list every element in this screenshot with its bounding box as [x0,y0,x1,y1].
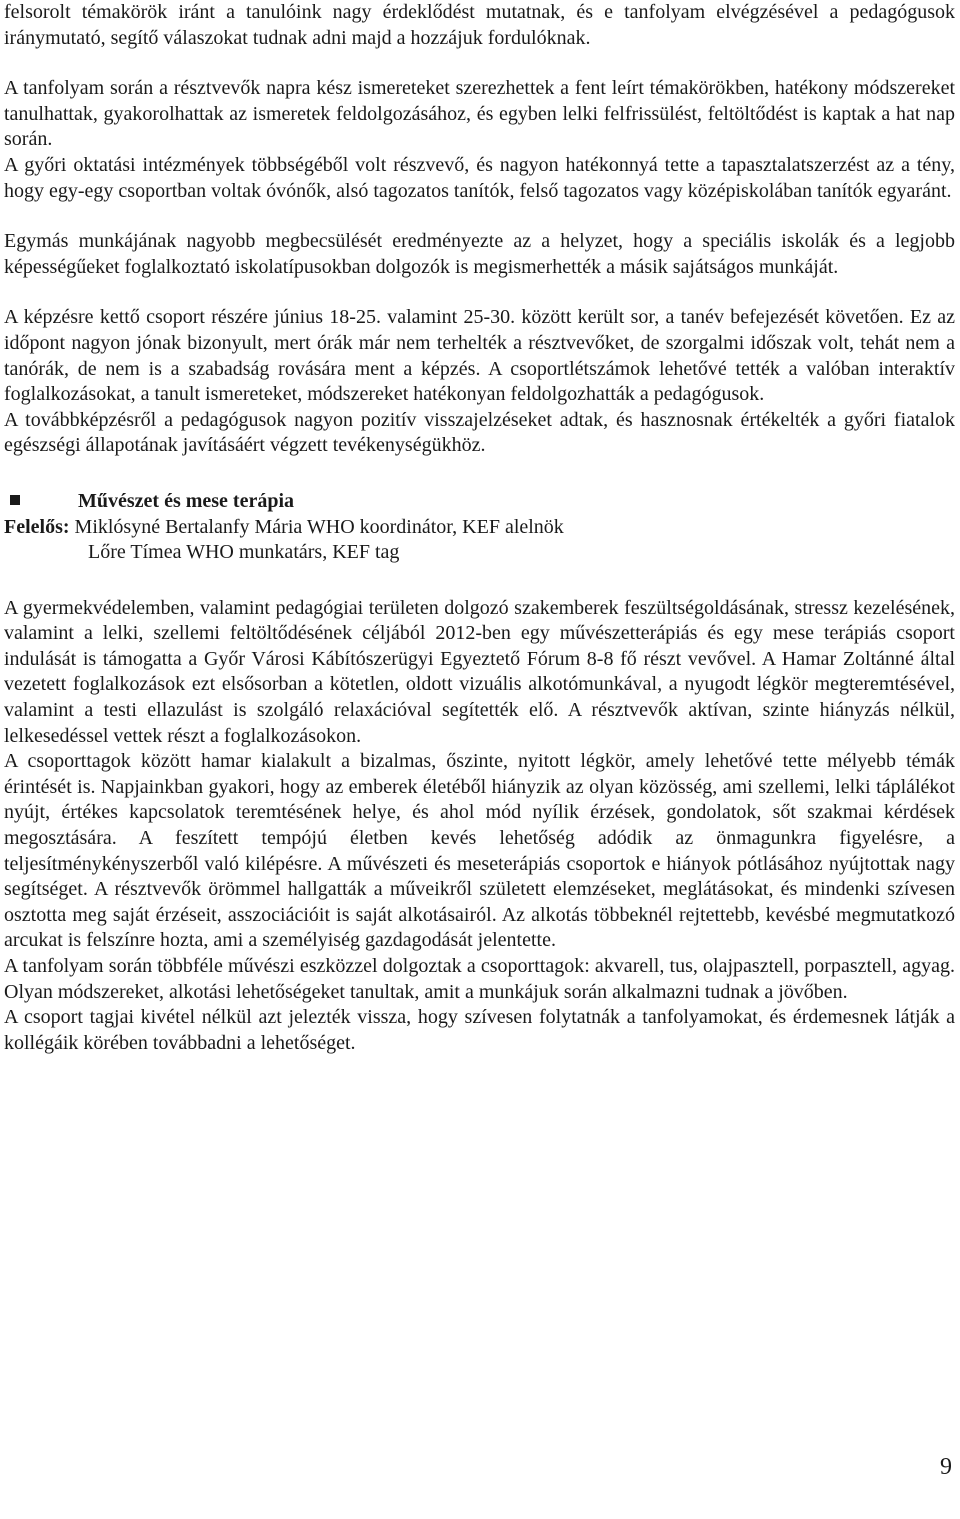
paragraph-art-therapy-intro: A gyermekvédelemben, valamint pedagógiai területen dolgozó szakemberek feszültségoldásának, stressz kezelésének, valamint a lelki, szellemi feltöltődésének céljából 2012-ben egy művészetterápiás és egy mese terápiás csoport indulását is támogatta a Győr Városi Kábítószerügyi Egyeztető Fórum 8-8 fő részt vevővel. A Hamar Zoltánné által vezetett foglalkozások ezt elsősorban a kötetlen, oldott vizuális alkotómunkával, a nyugodt légkör megteremtésével, valamint a testi ellazulást is szolgáló relaxációval segítették elő. A résztvevők aktívan, szinte hiányzás nélkül, lelkesedéssel vettek részt a foglalkozásokon. [4,596,955,747]
paragraph-gap [4,459,955,489]
paragraph-feedback: A továbbképzésről a pedagógusok nagyon pozitív visszajelzéseket adtak, és hasznosnak értékelték a győri fiatalok egészségi állapotának javításáért végzett tevékenységükhöz. [4,408,955,457]
paragraph-gap [4,204,955,229]
paragraph-group-atmosphere: A csoporttagok között hamar kialakult a bizalmas, őszinte, nyitott légkör, amely lehetővé tette mélyebb témák érintését is. Napjainkban gyakori, hogy az emberek életéből hiányzik az olyan közösség, ami szellemi, lelki táplálékot nyújt, értékes kapcsolatok teremtésének helye, és ahol mód nyílik érzések, gondolatok, sőt szakmai kérdések megosztására. A feszített tempójú életben kevés lehetőség adódik az önmagunkra figyelésre, a teljesítménykényszerből való kilépésre. A művészeti és meseterápiás csoportok e hiányok pótlásához nyújtottak nagy segítséget. A résztvevők örömmel hallgatták a műveikről született elemzéseket, meglátásokat, és mindenki szívesen osztotta meg saját érzéseit, asszociációit is saját alkotásairól. Az alkotás többeknél rejtettebb, kevésbé megmutatkozó arcukat is felszínre hozta, ami a személyiség gazdagodását jelentette. [4,750,955,952]
paragraph-gap [4,280,955,305]
paragraph-closing: A csoport tagjai kivétel nélkül azt jelezték vissza, hogy szívesen folytatnák a tanfolyamokat, és érdemesnek látják a kollégáik körében továbbadni a lehetőséget. [4,1006,955,1054]
paragraph-course-intro-end: felsorolt témakörök iránt a tanulóink nagy érdeklődést mutatnak, és e tanfolyam elvégzésével a pedagógusok iránymutató, segítő válaszokat tudnak adni majd a hozzájuk fordulóknak. [4,1,955,49]
section-heading [4,489,955,515]
responsible-line [4,515,955,541]
responsible-person-2: Lőre Tímea WHO munkatárs, KEF tag [88,541,400,564]
responsible-label: Felelős: [4,515,70,538]
paragraph-mutual-respect: Egymás munkájának nagyobb megbecsülését eredményezte az a helyzet, hogy a speciális iskolák és a legjobb képességűeket foglalkoztató iskolatípusokban dolgozók is megismerhették a másik sajátságos munkáját. [4,230,955,278]
paragraph-gap [4,566,955,596]
page-number: 9 [940,1454,952,1480]
paragraph-course-summary: A tanfolyam során a résztvevők napra kész ismereteket szerezhettek a fent leírt témakörökben, hatékony módszereket tanulhattak, gyakorolhattak az ismeretek feldolgozásához, és egyben lelki felfrissülést, feltöltődést is kaptak a hat nap során. [4,77,955,151]
responsible-person-1: Miklósyné Bertalanfy Mária WHO koordinátor, KEF alelnök [74,515,564,538]
paragraph-tools: A tanfolyam során többféle művészi eszközzel dolgoztak a csoporttagok: akvarell, tus, olajpasztell, porpasztell, agyag. Olyan módszereket, alkotási lehetőségeket tanultak, amit a munkájuk során alkalmazni tudnak a jövőben. [4,955,955,1003]
section-title: Művészet és mese terápia [78,489,295,512]
paragraph-gap [4,51,955,76]
paragraph-participants: A győri oktatási intézmények többségéből volt részvevő, és nagyon hatékonnyá tette a tapasztalatszerzést az a tény, hogy egy-egy csoportban voltak óvónők, alsó tagozatos tanítók, felső tagozatos vagy középiskolában tanítók egyaránt. [4,153,955,202]
document-page [4,0,955,1056]
paragraph-schedule: A képzésre kettő csoport részére június 18-25. valamint 25-30. között került sor, a tanév befejezését követően. Ez az időpont nagyon jónak bizonyult, mert órák már nem terhelték a résztvevőket, de szorgalmi időszak volt, tehát nem a tanórák, de nem is a szabadság rovására ment a képzés. A csoportlétszámok lehetővé tették a valóban interaktív foglalkozásokat, a tanult ismereteket, módszereket hatékonyan feldolgozhatták a pedagógusok. [4,306,955,406]
square-bullet-icon [10,495,20,505]
